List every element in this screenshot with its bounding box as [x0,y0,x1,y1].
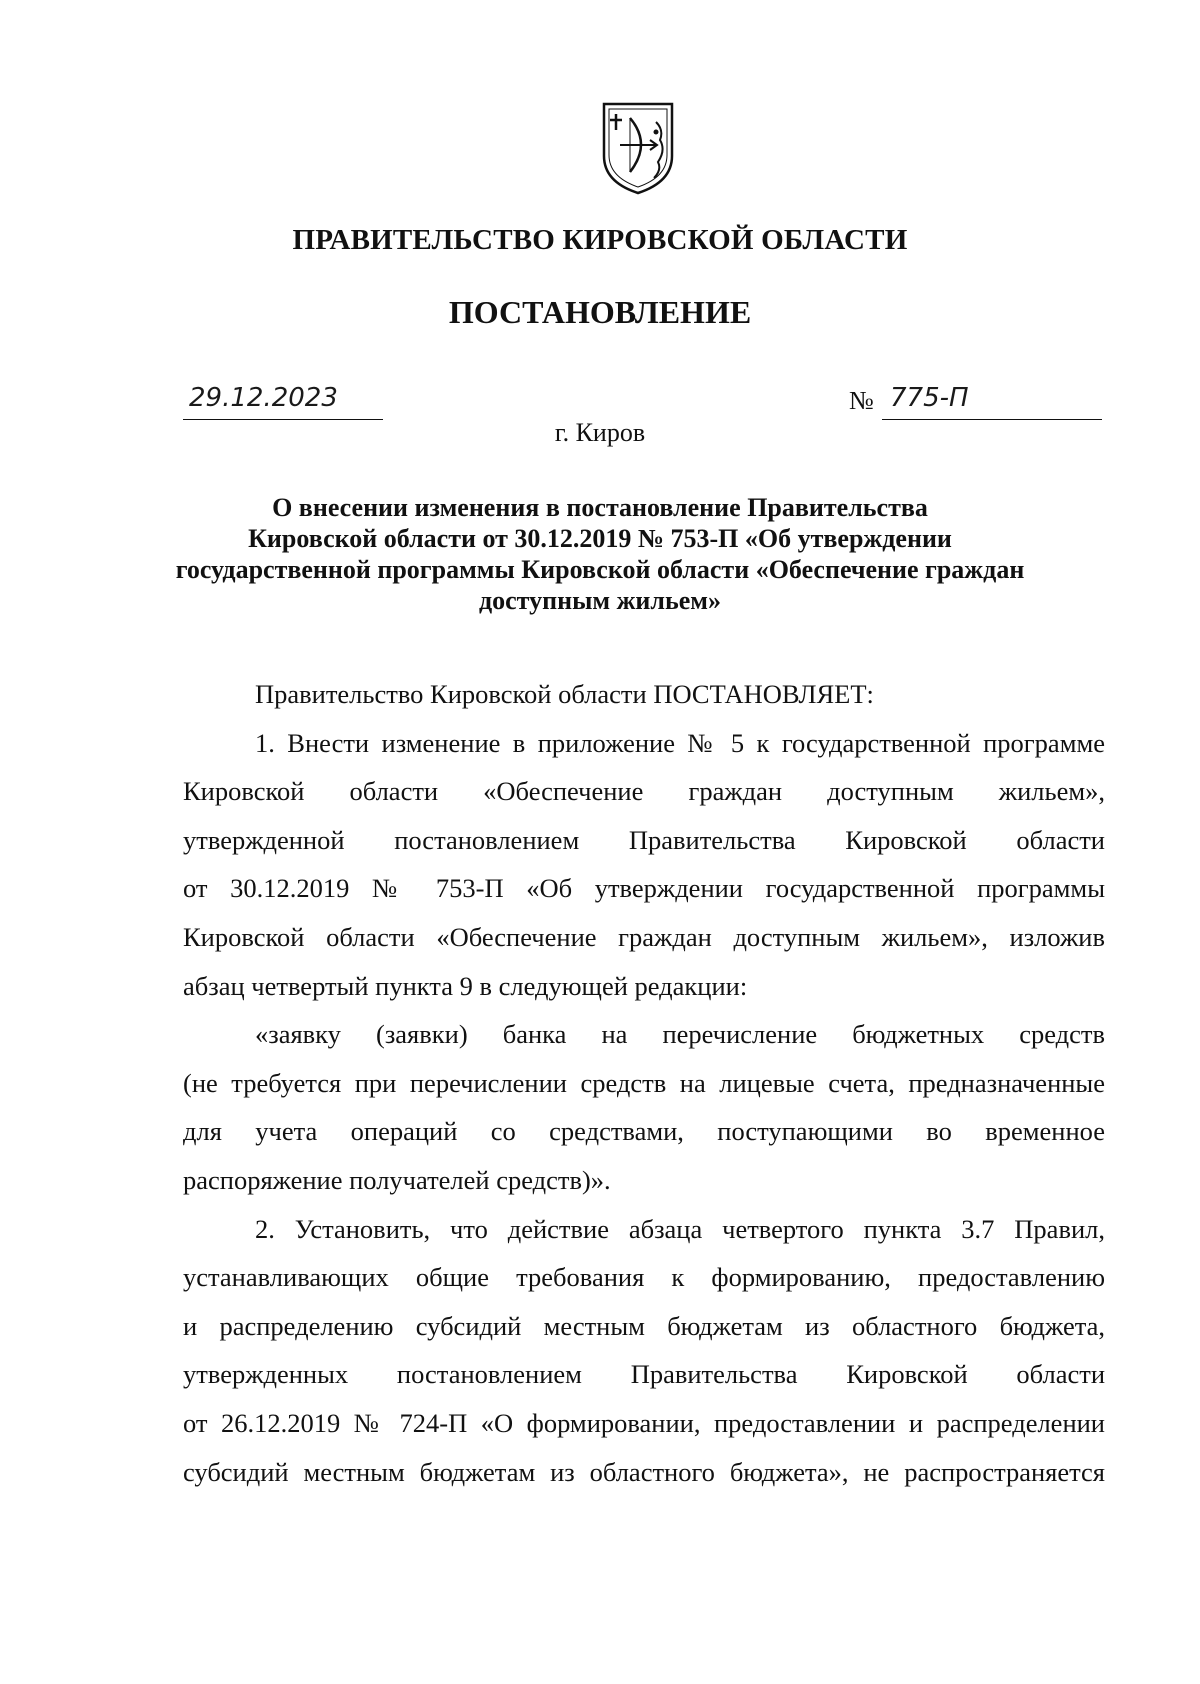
preamble: Правительство Кировской области ПОСТАНОВЛЯЕТ: [255,679,874,709]
document-title [170,492,1030,616]
paragraph-1 [183,719,1105,1011]
body-line: и распределению субсидий местным бюджетам из областного бюджета, [183,1310,1105,1341]
government-name: ПРАВИТЕЛЬСТВО КИРОВСКОЙ ОБЛАСТИ [292,224,908,256]
document-type: ПОСТАНОВЛЕНИЕ [448,294,752,330]
document-number: 775-П [882,380,1102,420]
title-line: О внесении изменения в постановление Правительства [272,493,928,522]
body-line: утвержденных постановлением Правительства Кировской области [183,1359,1105,1390]
body-line: от 30.12.2019 № 753-П «Об утверждении государственной программы [183,873,1105,904]
body-line: утвержденной постановлением Правительства Кировской области [183,824,1105,855]
body-line: устанавливающих общие требования к формированию, предоставлению [183,1262,1105,1293]
body-line: (не требуется при перечислении средств на лицевые счета, предназначенные [183,1067,1105,1098]
title-line: Кировской области от 30.12.2019 № 753-П «Об утверждении [248,524,952,553]
body-line: абзац четвертый пункта 9 в следующей редакции: [183,970,748,1001]
city: г. Киров [554,418,646,447]
kirov-coat-of-arms-icon [600,100,676,196]
body-line: Кировской области «Обеспечение граждан доступным жильем», изложив [183,921,1105,952]
body-line: субсидий местным бюджетам из областного бюджета», не распространяется [183,1456,1105,1487]
paragraph-2 [183,1205,1105,1497]
body-line: для учета операций со средствами, поступающими во временное [183,1116,1105,1147]
document-date: 29.12.2023 [183,380,383,420]
body-line: «заявку (заявки) банка на перечисление бюджетных средств [255,1019,1105,1050]
body-line: от 26.12.2019 № 724-П «О формировании, предоставлении и распределении [183,1407,1105,1438]
title-line: доступным жильем» [478,586,721,615]
number-sign: № [849,386,874,415]
document-body [183,670,1105,1496]
body-line: 2. Установить, что действие абзаца четвертого пункта 3.7 Правил, [255,1213,1105,1244]
quoted-paragraph [183,1010,1105,1204]
body-line: распоряжение получателей средств)». [183,1164,611,1195]
body-line: 1. Внести изменение в приложение № 5 к государственной программе [255,727,1105,758]
title-line: государственной программы Кировской области «Обеспечение граждан [175,555,1025,584]
body-line: Кировской области «Обеспечение граждан доступным жильем», [183,776,1105,807]
